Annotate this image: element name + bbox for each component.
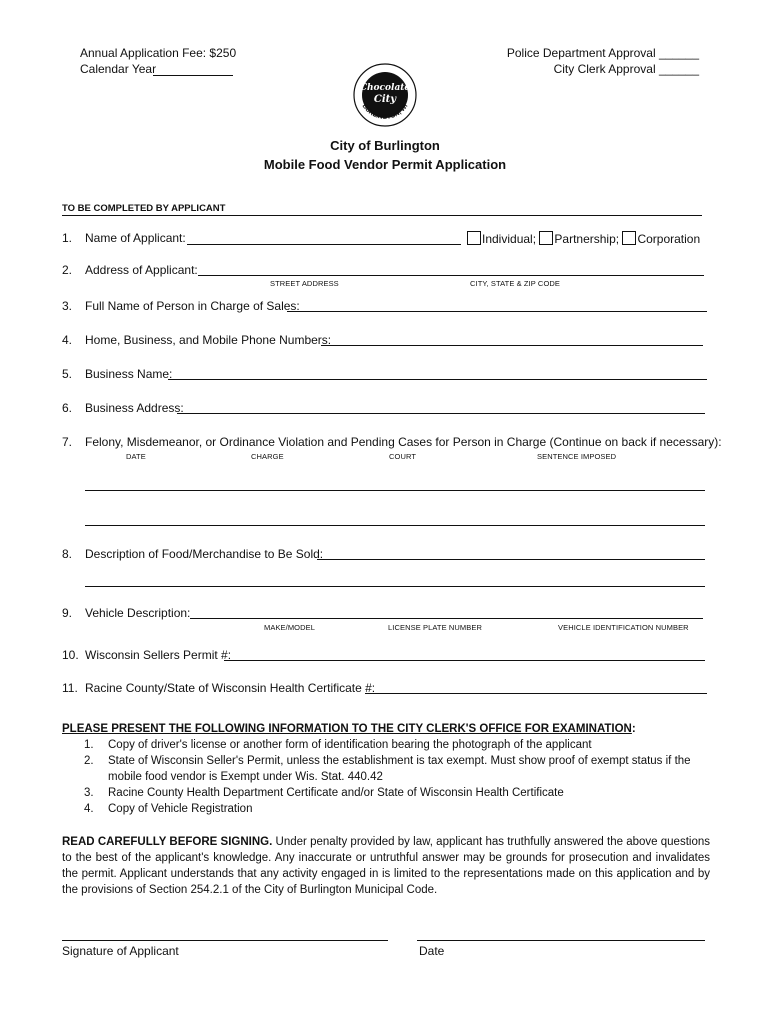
city-state-zip-caption: CITY, STATE & ZIP CODE: [470, 279, 560, 288]
court-column-caption: COURT: [389, 452, 417, 461]
calendar-year-label: Calendar Year: [80, 62, 157, 76]
name-of-applicant-label: Name of Applicant:: [85, 231, 186, 245]
application-fee: Annual Application Fee: $250: [80, 46, 237, 60]
sellers-permit-label: Wisconsin Sellers Permit #:: [85, 648, 232, 662]
field-number: 3.: [62, 299, 73, 313]
field-number: 6.: [62, 401, 73, 415]
charge-column-caption: CHARGE: [251, 452, 284, 461]
read-carefully-paragraph: [62, 834, 710, 898]
person-in-charge-label: Full Name of Person in Charge of Sales:: [85, 299, 300, 313]
field-number: 5.: [62, 367, 73, 381]
food-description-label: Description of Food/Merchandise to Be Sold:: [85, 547, 324, 561]
sentence-column-caption: SENTENCE IMPOSED: [537, 452, 617, 461]
vehicle-description-label: Vehicle Description:: [85, 606, 191, 620]
field-number: 4.: [62, 333, 73, 347]
food-description-field[interactable]: [317, 559, 705, 560]
business-address-field[interactable]: [177, 413, 705, 414]
name-of-applicant-field[interactable]: [187, 244, 461, 245]
vehicle-description-field[interactable]: [190, 618, 703, 619]
section-heading: TO BE COMPLETED BY APPLICANT: [62, 203, 226, 214]
present-item-num: 3.: [84, 787, 94, 799]
entity-type-options: [467, 231, 700, 246]
clerk-approval: City Clerk Approval ______: [553, 62, 699, 76]
calendar-year-field[interactable]: [153, 75, 233, 76]
present-item: Racine County Health Department Certificate and/or State of Wisconsin Health Certificate: [108, 787, 564, 799]
city-seal-logo: [352, 62, 418, 128]
partnership-checkbox[interactable]: [539, 231, 553, 245]
partnership-label: Partnership;: [554, 232, 620, 246]
signature-field[interactable]: [62, 940, 388, 941]
present-item: State of Wisconsin Seller's Permit, unless the establishment is tax exempt. Must show proof of exempt status if the: [108, 755, 691, 767]
present-item: Copy of Vehicle Registration: [108, 803, 253, 815]
license-plate-caption: LICENSE PLATE NUMBER: [388, 623, 482, 632]
field-number: 9.: [62, 606, 73, 620]
section-divider: [62, 215, 702, 216]
health-certificate-label: Racine County/State of Wisconsin Health Certificate #:: [85, 681, 376, 695]
present-item: mobile food vendor is Exempt under Wis. Stat. 440.42: [108, 771, 383, 783]
police-approval: Police Department Approval ______: [506, 46, 699, 60]
read-carefully-text: Under penalty provided by law, applicant has truthfully answered the above questions to the best of the applicant's knowledge. Any inaccurate or untruthful answer may be grounds for prosecution and invalidates the permit. Applicant understands that any activity engaged in is limited to the representations made on this application and by the provisions of Section 254.2.1 of the City of Burlington Municipal Code.: [62, 836, 710, 896]
business-name-field[interactable]: [168, 379, 707, 380]
business-address-label: Business Address:: [85, 401, 184, 415]
field-number: 1.: [62, 231, 73, 245]
field-number: 11.: [62, 681, 78, 695]
violations-line-1[interactable]: [85, 490, 705, 491]
violations-line-2[interactable]: [85, 525, 705, 526]
phone-numbers-field[interactable]: [321, 345, 703, 346]
health-certificate-field[interactable]: [365, 693, 707, 694]
present-item-num: 1.: [84, 739, 94, 751]
present-item: Copy of driver's license or another form of identification bearing the photograph of the applicant: [108, 739, 592, 751]
business-name-label: Business Name:: [85, 367, 173, 381]
sellers-permit-field[interactable]: [224, 660, 705, 661]
svg-text:Chocolate: Chocolate: [359, 83, 411, 93]
street-address-caption: STREET ADDRESS: [270, 279, 339, 288]
corporation-label: Corporation: [637, 232, 701, 246]
corporation-checkbox[interactable]: [622, 231, 636, 245]
field-number: 8.: [62, 547, 73, 561]
violations-label: Felony, Misdemeanor, or Ordinance Violation and Pending Cases for Person in Charge (Continue on back if necessary):: [85, 435, 722, 449]
date-column-caption: DATE: [126, 452, 146, 461]
present-heading: PLEASE PRESENT THE FOLLOWING INFORMATION TO THE CITY CLERK'S OFFICE FOR EXAMINATION:: [62, 723, 636, 735]
title-line-2: Mobile Food Vendor Permit Application: [263, 157, 507, 172]
field-number: 2.: [62, 263, 73, 277]
svg-text:BURLINGTON, WI: BURLINGTON, WI: [360, 102, 410, 121]
read-carefully-heading: READ CAREFULLY BEFORE SIGNING.: [62, 836, 273, 848]
present-item-num: 2.: [84, 755, 94, 767]
individual-checkbox[interactable]: [467, 231, 481, 245]
present-item-num: 4.: [84, 803, 94, 815]
make-model-caption: MAKE/MODEL: [264, 623, 316, 632]
date-label: Date: [419, 944, 445, 958]
individual-label: Individual;: [482, 232, 537, 246]
person-in-charge-field[interactable]: [287, 311, 707, 312]
svg-text:City: City: [373, 94, 397, 105]
field-number: 7.: [62, 435, 73, 449]
signature-label: Signature of Applicant: [62, 944, 179, 958]
title-line-1: City of Burlington: [330, 138, 440, 153]
date-field[interactable]: [417, 940, 705, 941]
address-of-applicant-label: Address of Applicant:: [85, 263, 198, 277]
phone-numbers-label: Home, Business, and Mobile Phone Numbers:: [85, 333, 332, 347]
address-of-applicant-field[interactable]: [198, 275, 704, 276]
vin-caption: VEHICLE IDENTIFICATION NUMBER: [558, 623, 689, 632]
field-number: 10.: [62, 648, 79, 662]
food-description-line-2[interactable]: [85, 586, 705, 587]
